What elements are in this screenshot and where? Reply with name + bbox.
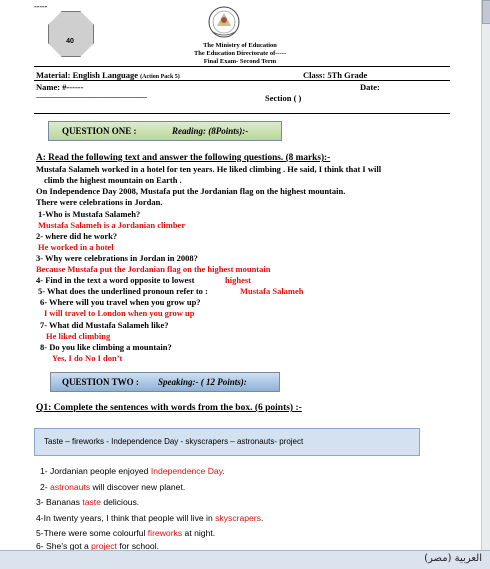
jordan-emblem-icon bbox=[205, 4, 243, 40]
question-two-title: QUESTION TWO : bbox=[62, 377, 139, 387]
question-7: 7- What did Mustafa Salameh like? bbox=[40, 320, 169, 330]
sentence-4-answer: skyscrapers bbox=[215, 513, 261, 523]
reading-heading: A: Read the following text and answer the following questions. (8 marks):- bbox=[36, 153, 331, 163]
passage-line-4: There were celebrations in Jordan. bbox=[36, 197, 163, 207]
sentence-5: 5-There were some colourful fireworks at night. bbox=[36, 528, 216, 538]
question-3: 3- Why were celebrations in Jordan in 2008? bbox=[36, 253, 198, 263]
passage-line-3: On Independence Day 2008, Mustafa put the Jordanian flag on the highest mountain. bbox=[36, 186, 346, 196]
ministry-line: The Ministry of Education bbox=[203, 42, 277, 49]
question-one-title: QUESTION ONE : bbox=[62, 126, 137, 136]
question-4: 4- Find in the text a word opposite to lowest bbox=[36, 275, 195, 285]
answer-8: Yes, I do No I don’t bbox=[52, 353, 123, 363]
question-2: 2- where did he work? bbox=[36, 231, 118, 241]
sentence-6-answer: project bbox=[91, 541, 117, 550]
question-two-sub: Speaking:- ( 12 Points): bbox=[158, 377, 247, 387]
sentence-5-answer: fireworks bbox=[147, 528, 183, 538]
section-dots: ---------------------------------------------------------------- bbox=[36, 93, 147, 101]
answer-5: Mustafa Salameh bbox=[240, 286, 304, 296]
section-rule bbox=[34, 113, 450, 114]
question-8: 8- Do you like climbing a mountain? bbox=[40, 342, 172, 352]
mark-label: 40 bbox=[66, 38, 74, 45]
sentence-6: 6- She's got a project for school. bbox=[36, 541, 159, 550]
question-one-sub: Reading: (8Points):- bbox=[172, 126, 249, 136]
material-rule bbox=[34, 80, 450, 81]
sentence-2-answer: astronauts bbox=[50, 482, 91, 492]
sentence-1: 1- Jordanian people enjoyed Independence Day. bbox=[40, 466, 225, 476]
answer-6: I will travel to London when you grow up bbox=[44, 308, 195, 318]
material-label: Material: English Language (Action Pack 5) bbox=[36, 70, 180, 80]
answer-4: highest bbox=[225, 275, 251, 285]
answer-7: He liked climbing bbox=[46, 331, 111, 341]
answer-3: Because Mustafa put the Jordanian flag on the highest mountain bbox=[36, 264, 271, 274]
passage-line-1: Mustafa Salameh worked in a hotel for ten years. He liked climbing . He said, I think that I will bbox=[36, 164, 382, 174]
class-label: Class: 5Th Grade bbox=[303, 70, 368, 80]
question-6: 6- Where will you travel when you grow up? bbox=[40, 297, 201, 307]
date-label: Date: bbox=[360, 82, 380, 92]
exam-line: Final Exam- Second Term bbox=[203, 58, 277, 65]
answer-2: He worked in a hotel bbox=[38, 242, 114, 252]
sentence-4: 4-In twenty years, I think that people will live in skyscrapers. bbox=[36, 513, 264, 523]
sentence-3: 3- Bananas taste delicious. bbox=[36, 497, 140, 507]
name-label: Name: #------ bbox=[36, 82, 84, 92]
language-indicator[interactable]: العربية (مصر) bbox=[424, 553, 482, 564]
sentence-1-answer: Independence Day bbox=[150, 466, 223, 476]
status-bar bbox=[0, 550, 490, 569]
mark-octagon bbox=[48, 11, 94, 57]
complete-heading: Q1: Complete the sentences with words from the box. (6 points) :- bbox=[36, 403, 302, 413]
header-rule bbox=[34, 66, 450, 67]
passage-line-2: climb the highest mountain on Earth . bbox=[44, 175, 182, 185]
scrollbar-thumb[interactable] bbox=[482, 0, 490, 24]
section-label: Section ( ) bbox=[265, 93, 302, 103]
vertical-scrollbar[interactable] bbox=[481, 0, 490, 550]
word-box-text: Taste – fireworks - Independence Day - skyscrapers – astronauts- project bbox=[44, 437, 304, 446]
question-5: 5- What does the underlined pronoun refer to : bbox=[38, 286, 208, 296]
sentence-2: 2- astronauts will discover new planet. bbox=[40, 482, 186, 492]
header-dashes: ----- bbox=[34, 2, 48, 11]
question-1: 1-Who is Mustafa Salameh? bbox=[38, 209, 141, 219]
answer-1: Mustafa Salameh is a Jordanian climber bbox=[38, 220, 186, 230]
directorate-line: The Education Directorate of----- bbox=[193, 50, 287, 57]
sentence-3-answer: taste bbox=[82, 497, 101, 507]
